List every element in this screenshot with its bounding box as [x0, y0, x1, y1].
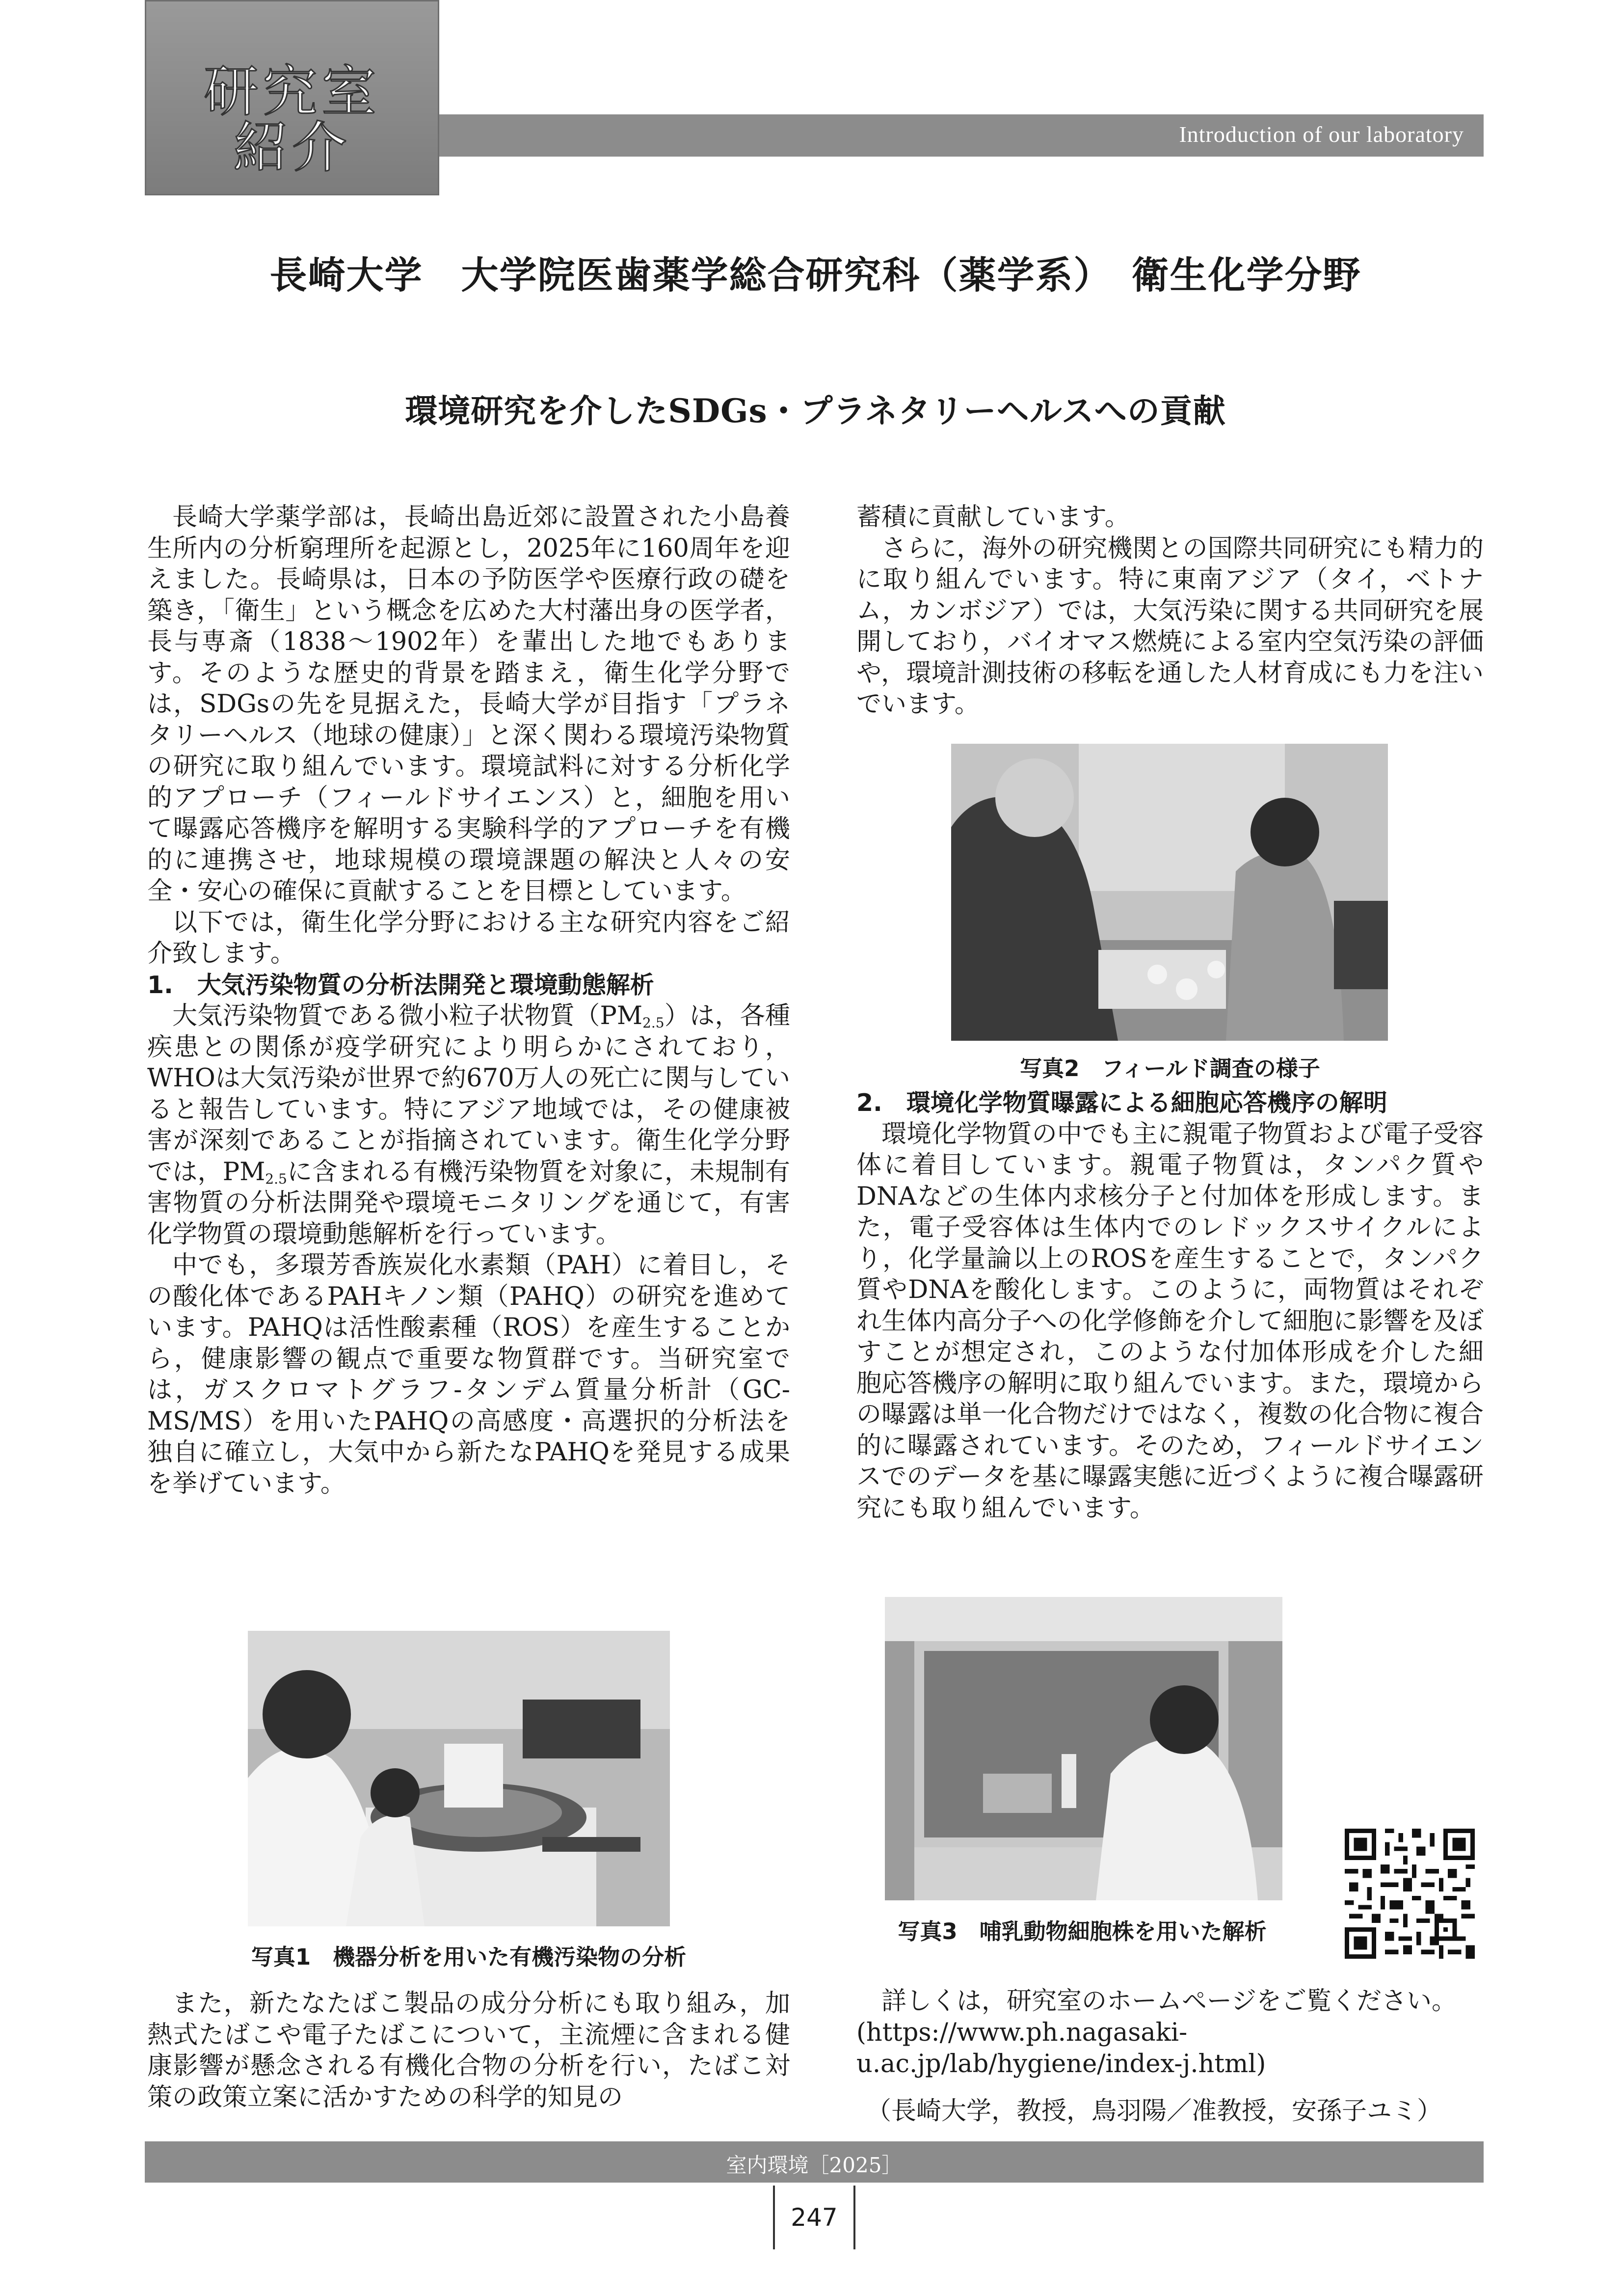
section-1-paragraph-2: 中でも，多環芳香族炭化水素類（PAH）に着目し，その酸化体であるPAHキノン類（PAHQ）の研究を進めています。PAHQは活性酸素種（ROS）を産生することから，健康影響の観点で重要な物質群です。当研究室では，ガスクロマトグラフ-タンデム質量分析計（GC-MS/MS）を用いたPAHQの高感度・高選択的分析法を独自に確立し，大気中から新たなPAHQを発見する成果を挙げています。 [147, 1251, 790, 1498]
photo-2-caption: 写真2 フィールド調査の様子 [1020, 1055, 1320, 1081]
photo-2-field-survey [951, 744, 1388, 1041]
homepage-url[interactable]: (https://www.ph.nagasaki-u.ac.jp/lab/hygiene/index-j.html) [856, 2018, 1266, 2079]
international-paragraph: さらに，海外の研究機関との国際共同研究にも精力的に取り組んでいます。特に東南アジア（タイ，ベトナム，カンボジア）では，大気汚染に関する共同研究を展開しており，バイオマス燃焼による室内空気汚染の評価や，環境計測技術の移転を通した人材育成にも力を注いでいます。 [856, 534, 1484, 719]
header-bar-text: Introduction of our laboratory [1179, 122, 1464, 147]
homepage-text: 詳しくは，研究室のホームページをご覧ください。 [881, 1987, 1457, 2016]
s1-p1-part-b: ）は，各種疾患との関係が疫学研究により明らかにされており，WHOは大気汚染が世界で約670万人の死亡に関与していると報告しています。特にアジア地域では，その健康被害が深刻であることが指摘されています。衛生化学分野では，PM [147, 1001, 790, 1187]
left-column [147, 502, 790, 1499]
photo-1-caption: 写真1 機器分析を用いた有機汚染物の分析 [251, 1944, 687, 1970]
footer-bar [145, 2141, 1484, 2183]
page-number: 247 [773, 2186, 855, 2249]
s1-p1-part-a: 大気汚染物質である微小粒子状物質（PM [172, 1001, 643, 1030]
s1-p1-part-c: に含まれる有機汚染物質を対象に，未規制有害物質の分析法開発や環境モニタリングを通じて，有害化学物質の環境動態解析を行っています。 [147, 1157, 790, 1249]
section-2-heading: 2. 環境化学物質曝露による細胞応答機序の解明 [856, 1089, 1387, 1117]
journal-name: 室内環境［2025］ [726, 2153, 903, 2177]
photo-3-caption: 写真3 哺乳動物細胞株を用いた解析 [898, 1918, 1267, 1945]
pm-subscript-1: 2.5 [642, 1015, 665, 1031]
section-1-paragraph-3: また，新たなたばこ製品の成分分析にも取り組み，加熱式たばこや電子たばこについて，主流煙に含まれる健康影響が懸念される有機化合物の分析を行い，たばこ対策の政策立案に活かすための科学的知見の [147, 1989, 790, 2112]
right-column-bottom [856, 1986, 1484, 2127]
badge-line-2: 紹介 [233, 116, 351, 180]
right-column-section-2 [856, 1087, 1484, 1524]
pm-subscript-2: 2.5 [265, 1170, 287, 1187]
badge-line-1: 研究室 [204, 60, 380, 124]
photo-3-cell-analysis [885, 1597, 1282, 1900]
section-1-heading: 1. 大気汚染物質の分析法開発と環境動態解析 [147, 971, 654, 999]
page-subtitle: 環境研究を介したSDGs・プラネタリーヘルスへの貢献 [405, 392, 1226, 430]
qr-code[interactable] [1345, 1829, 1475, 1959]
page-title: 長崎大学 大学院医歯薬学総合研究科（薬学系） 衛生化学分野 [269, 253, 1361, 297]
intro-paragraph-1: 長崎大学薬学部は，長崎出島近郊に設置された小島養生所内の分析窮理所を起源とし，2025年に160周年を迎えました。長崎県は，日本の予防医学や医療行政の礎を築き，「衛生」という概念を広めた大村藩出身の医学者，長与専斎（1838〜1902年）を輩出した地でもあります。そのような歴史的背景を踏まえ，衛生化学分野では，SDGsの先を見据えた，長崎大学が目指す「プラネタリーヘルス（地球の健康）」と深く関わる環境汚染物質の研究に取り組んでいます。環境試料に対する分析化学的アプローチ（フィールドサイエンス）と，細胞を用いて曝露応答機序を解明する実験科学的アプローチを有機的に連携させ，地球規模の環境課題の解決と人々の安全・安心の確保に貢献することを目標としています。 [147, 503, 790, 906]
left-column-bottom [147, 1988, 790, 2113]
continued-paragraph: 蓄積に貢献しています。 [856, 503, 1130, 532]
section-2-paragraph-1: 環境化学物質の中でも主に親電子物質および電子受容体に着目しています。親電子物質は，タンパク質やDNAなどの生体内求核分子と付加体を形成します。また，電子受容体は生体内でのレドックスサイクルにより，化学量論以上のROSを産生することで，タンパク質やDNAを酸化します。このように，両物質はそれぞれ生体内高分子への化学修飾を介して細胞に影響を及ぼすことが想定され，このような付加体形成を介した細胞応答機序の解明に取り組んでいます。また，環境からの曝露は単一化合物だけではなく，複数の化合物に複合的に曝露されています。そのため，フィールドサイエンスでのデータを基に曝露実態に近づくように複合曝露研究にも取り組んでいます。 [856, 1119, 1484, 1523]
intro-paragraph-2: 以下では，衛生化学分野における主な研究内容をご紹介致します。 [147, 908, 790, 968]
section-badge [145, 0, 439, 195]
right-column [856, 502, 1484, 720]
authors: （長崎大学，教授，鳥羽陽／准教授，安孫子ユミ） [866, 2097, 1442, 2126]
header-bar [439, 114, 1484, 157]
photo-1-instrument-analysis [248, 1631, 670, 1926]
section-1-paragraph-1 [147, 1000, 790, 1250]
